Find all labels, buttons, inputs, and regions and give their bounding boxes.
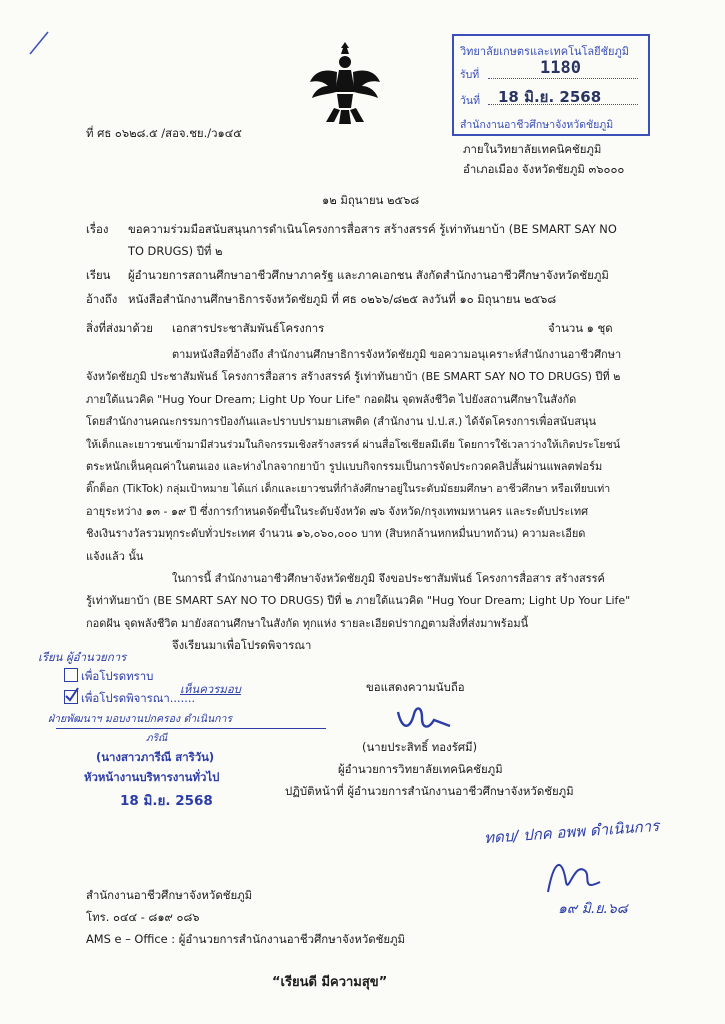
routing-name: (นางสาวภารีณี สาริวัน) xyxy=(96,750,215,764)
paragraph-line: อายุระหว่าง ๑๓ - ๑๙ ปี ซึ่งการกำหนดจัดขึ้นในระดับจังหวัด ๗๖ จังหวัด/กรุงเทพมหานคร และระดับประเทศ xyxy=(86,504,589,518)
recipient-label: เรียน xyxy=(86,268,111,282)
paragraph-line: รู้เท่าทันยาบ้า (BE SMART SAY NO TO DRUGS) ปีที่ ๒ ภายใต้แนวคิด "Hug Your Dream; Light Up Your Life" xyxy=(86,594,631,608)
subject-label: เรื่อง xyxy=(86,222,109,236)
paragraph-line: จังหวัดชัยภูมิ ประชาสัมพันธ์ โครงการสื่อสาร สร้างสรรค์ รู้เท่าทันยาบ้า (BE SMART SAY NO TO DRUGS) ปีที่ ๒ xyxy=(86,370,621,384)
routing-underline xyxy=(56,728,326,729)
paragraph-line: แจ้งแล้ว นั้น xyxy=(86,549,144,563)
enclosure-count: จำนวน ๑ ชุด xyxy=(548,321,613,335)
routing-note-assign: ฝ่ายพัฒนาฯ มอบงานปกครอง ดำเนินการ xyxy=(48,713,233,725)
footer-phone: โทร. ๐๔๔ - ๘๑๙ ๐๘๖ xyxy=(86,910,200,924)
routing-to: เรียน ผู้อำนวยการ xyxy=(38,650,127,664)
enclosure-text: เอกสารประชาสัมพันธ์โครงการ xyxy=(172,321,325,335)
stamp-org: วิทยาลัยเกษตรและเทคโนโลยีชัยภูมิ xyxy=(460,45,630,58)
receipt-stamp xyxy=(452,34,650,136)
paragraph-line: ชิงเงินรางวัลรวมทุกระดับทั่วประเทศ จำนวน ๑๖,๐๖๐,๐๐๐ บาท (สิบหกล้านหกหมื่นบาทถ้วน) ความละเอียด xyxy=(86,527,586,541)
routing-option-consider: เพื่อโปรดพิจารณา....... xyxy=(64,690,195,705)
paragraph-line: ภายใต้แนวคิด "Hug Your Dream; Light Up Your Life" กอดฝัน จุดพลังชีวิต ไปยังสถานศึกษาในสังกัด xyxy=(86,392,577,406)
stamp-date-value: 18 มิ.ย. 2568 xyxy=(498,88,602,106)
paragraph-line: ในการนี้ สำนักงานอาชีวศึกษาจังหวัดชัยภูมิ จึงขอประชาสัมพันธ์ โครงการสื่อสาร สร้างสรรค์ xyxy=(172,572,605,585)
stamp-bottom: สำนักงานอาชีวศึกษาจังหวัดชัยภูมิ xyxy=(460,119,614,131)
routing-position: หัวหน้างานบริหารงานทั่วไป xyxy=(84,770,220,784)
stamp-recv-line xyxy=(488,78,638,79)
routing-option-acknowledge: เพื่อโปรดทราบ xyxy=(64,668,153,683)
handwritten-instruction: ทดบ/ ปกค อพพ ดำเนินการ xyxy=(483,816,660,848)
handwritten-signature xyxy=(540,852,612,902)
signature-scribble xyxy=(392,700,456,736)
checkbox-checked xyxy=(64,690,78,704)
paragraph-line: ให้เด็กและเยาวชนเข้ามามีส่วนร่วมในกิจกรรมเชิงสร้างสรรค์ ผ่านสื่อโซเชียลมีเดีย โดยการใช้เวลาว่างให้เกิดประโยชน์ xyxy=(86,438,621,451)
body-paragraph-2 xyxy=(86,568,631,635)
routing-note-approve: เห็นควรมอบ xyxy=(180,682,241,696)
closing-line: จึงเรียนมาเพื่อโปรดพิจารณา xyxy=(172,638,312,652)
stamp-recv-no: 1180 xyxy=(540,58,581,78)
pen-mark xyxy=(28,30,50,56)
footer-ams: AMS e – Office : ผู้อำนวยการสำนักงานอาชีวศึกษาจังหวัดชัยภูมิ xyxy=(86,932,406,946)
sender-address-1: ภายในวิทยาลัยเทคนิคชัยภูมิ xyxy=(463,142,602,156)
checkbox-unchecked xyxy=(64,668,78,682)
footer-office: สำนักงานอาชีวศึกษาจังหวัดชัยภูมิ xyxy=(86,888,253,902)
footer-slogan: “เรียนดี มีความสุข” xyxy=(272,975,388,990)
garuda-emblem xyxy=(308,38,382,128)
subject-line-1: ขอความร่วมมือสนับสนุนการดำเนินโครงการสื่อสาร สร้างสรรค์ รู้เท่าทันยาบ้า (BE SMART SAY NO xyxy=(128,222,617,236)
paragraph-line: โดยสำนักงานคณะกรรมการป้องกันและปราบปรามยาเสพติด (สำนักงาน ป.ป.ส.) ได้จัดโครงการเพื่อสนับสนุน xyxy=(86,415,596,429)
paragraph-line: ตระหนักเห็นคุณค่าในตนเอง และห่างไกลจากยาบ้า รูปแบบกิจกรรมเป็นการจัดประกวดคลิปสั้นผ่านแพลตฟอร์ม xyxy=(86,460,603,474)
body-paragraph-1 xyxy=(86,344,626,568)
paragraph-line: ติ๊กต็อก (TikTok) กลุ่มเป้าหมาย ได้แก่ เด็กและเยาวชนที่กำลังศึกษาอยู่ในระดับมัธยมศึกษา อาชีวศึกษา หรือเทียบเท่า xyxy=(86,483,611,496)
sender-address-2: อำเภอเมือง จังหวัดชัยภูมิ ๓๖๐๐๐ xyxy=(463,162,625,176)
handwritten-date: ๑๙ มิ.ย.๖๘ xyxy=(558,901,628,917)
enclosure-label: สิ่งที่ส่งมาด้วย xyxy=(86,321,153,335)
routing-date: 18 มิ.ย. 2568 xyxy=(120,793,213,809)
stamp-recv-label: รับที่ xyxy=(460,69,480,81)
signer-title-1: ผู้อำนวยการวิทยาลัยเทคนิคชัยภูมิ xyxy=(338,762,503,776)
subject-line-2: TO DRUGS) ปีที่ ๒ xyxy=(128,244,223,258)
paragraph-line: ตามหนังสือที่อ้างถึง สำนักงานศึกษาธิการจังหวัดชัยภูมิ ขอความอนุเคราะห์สำนักงานอาชีวศึกษา xyxy=(172,348,622,361)
document-date: ๑๒ มิถุนายน ๒๕๖๘ xyxy=(322,193,420,207)
signer-name: (นายประสิทธิ์ ทองรัศมี) xyxy=(362,740,478,754)
routing-initials: ภริณี xyxy=(146,733,168,744)
reference-text: หนังสือสำนักงานศึกษาธิการจังหวัดชัยภูมิ ที่ ศธ ๐๒๖๖/๘๒๕ ลงวันที่ ๑๐ มิถุนายน ๒๕๖๘ xyxy=(128,292,557,306)
recipient-text: ผู้อำนวยการสถานศึกษาอาชีวศึกษาภาครัฐ และภาคเอกชน สังกัดสำนักงานอาชีวศึกษาจังหวัดชัยภูมิ xyxy=(128,268,609,282)
signer-title-2: ปฏิบัติหน้าที่ ผู้อำนวยการสำนักงานอาชีวศึกษาจังหวัดชัยภูมิ xyxy=(285,784,574,798)
reference-label: อ้างถึง xyxy=(86,292,118,306)
document-number: ที่ ศธ ๐๖๒๘.๕ /สอจ.ชย./ว๑๔๕ xyxy=(86,126,242,140)
regards: ขอแสดงความนับถือ xyxy=(366,680,465,694)
paragraph-line: กอดฝัน จุดพลังชีวิต มายังสถานศึกษาในสังกัด ทุกแห่ง รายละเอียดปรากฏตามสิ่งที่ส่งมาพร้อมนี้ xyxy=(86,616,529,630)
stamp-date-label: วันที่ xyxy=(460,95,480,107)
